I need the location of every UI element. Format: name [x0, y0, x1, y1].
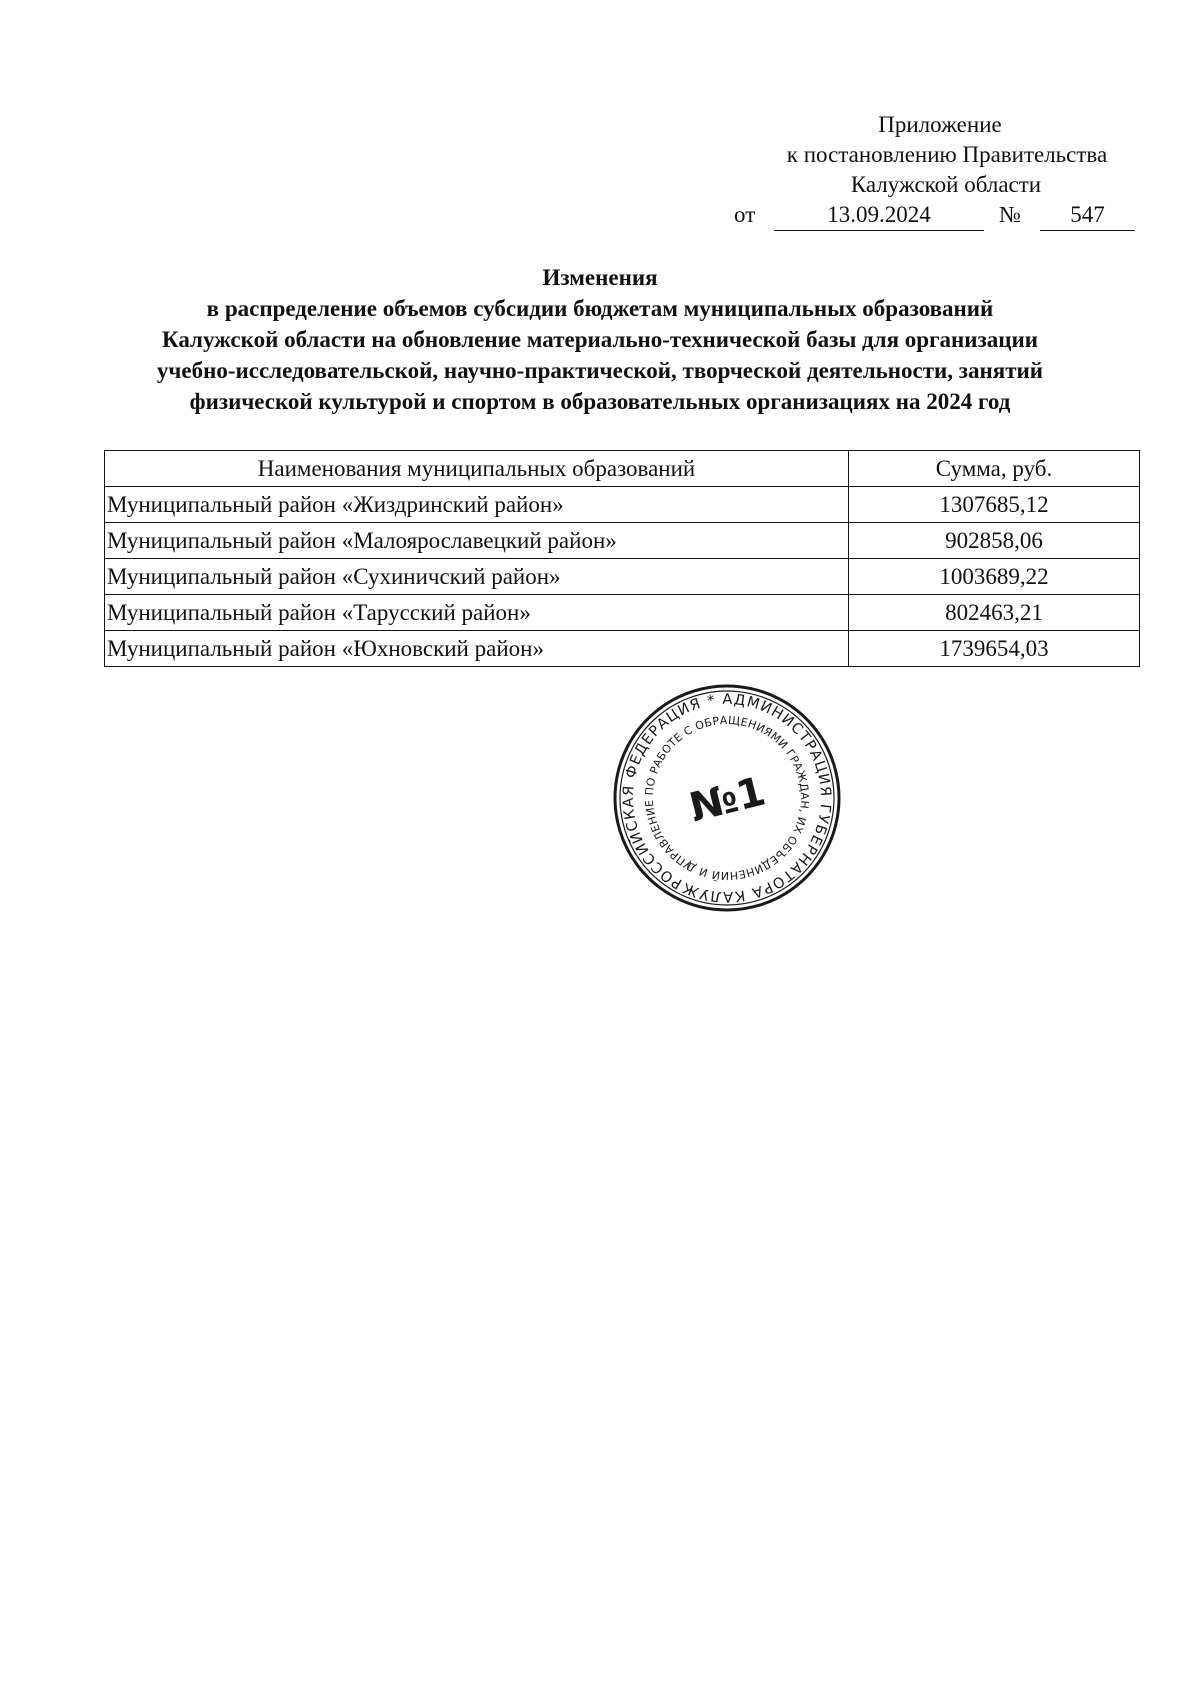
municipality-name: Муниципальный район «Малоярославецкий район» [105, 523, 849, 559]
table-row [105, 595, 1140, 631]
column-header-name: Наименования муниципальных образований [105, 451, 849, 487]
official-seal [612, 683, 842, 913]
date-prefix: от [734, 202, 756, 227]
subsidy-amount: 1003689,22 [849, 559, 1140, 595]
title-line: учебно-исследовательской, научно-практической, творческой деятельности, занятий [156, 358, 1044, 383]
subsidy-amount: 1307685,12 [849, 487, 1140, 523]
subsidy-table [104, 450, 1140, 667]
title-line: Калужской области на обновление материально-технической базы для организации [161, 327, 1039, 352]
number-prefix: № [999, 202, 1021, 227]
resolution-number: 547 [1040, 200, 1135, 231]
subsidy-amount: 802463,21 [849, 595, 1140, 631]
appendix-label: Приложение [878, 112, 1002, 137]
table-row [105, 559, 1140, 595]
appendix-date-number-line [734, 200, 1154, 230]
table-row [105, 523, 1140, 559]
column-header-amount: Сумма, руб. [849, 451, 1140, 487]
municipality-name: Муниципальный район «Жиздринский район» [105, 487, 849, 523]
title-line: в распределение объемов субсидии бюджетам муниципальных образований [206, 296, 994, 321]
title-line: физической культурой и спортом в образовательных организациях на 2024 год [189, 389, 1011, 414]
seal-center-number: №1 [685, 768, 770, 832]
seal-inner-text-path: УПРАВЛЕНИЕ ПО РАБОТЕ С ОБРАЩЕНИЯМИ ГРАЖДАН, ИХ ОБЪЕДИНЕНИЙ И ДЕЛОПРОИЗВОДСТВУ [642, 713, 812, 883]
table-header-row [105, 451, 1140, 487]
subsidy-amount: 1739654,03 [849, 631, 1140, 667]
table-row [105, 631, 1140, 667]
resolution-date: 13.09.2024 [774, 200, 984, 231]
table-row [105, 487, 1140, 523]
title-line: Изменения [542, 265, 658, 290]
appendix-header [734, 110, 1160, 230]
municipality-name: Муниципальный район «Сухиничский район» [105, 559, 849, 595]
municipality-name: Муниципальный район «Тарусский район» [105, 595, 849, 631]
seal-outer-text-path: РОССИЙСКАЯ ФЕДЕРАЦИЯ * АДМИНИСТРАЦИЯ ГУБЕРНАТОРА КАЛУЖСКОЙ [620, 691, 834, 905]
appendix-resolution-ref: к постановлению Правительства [786, 142, 1108, 167]
subsidy-amount: 902858,06 [849, 523, 1140, 559]
appendix-region: Калужской области [850, 172, 1042, 197]
document-title [80, 262, 1120, 417]
municipality-name: Муниципальный район «Юхновский район» [105, 631, 849, 667]
